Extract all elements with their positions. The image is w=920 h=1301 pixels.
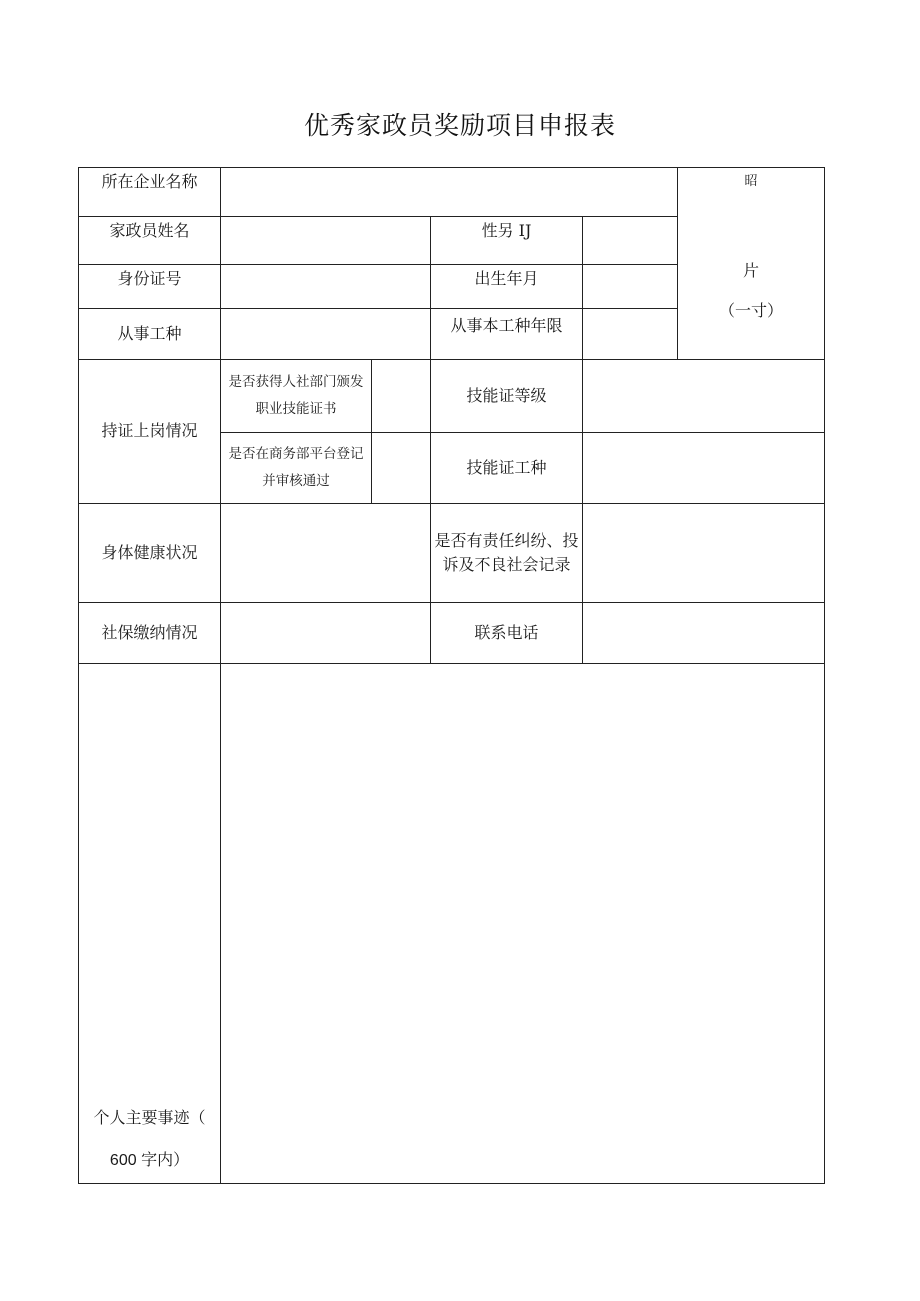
trade-field[interactable] bbox=[221, 309, 430, 359]
hrss-certificate-field[interactable] bbox=[372, 360, 430, 432]
page-title: 优秀家政员奖励项目申报表 bbox=[303, 111, 616, 140]
gender-field[interactable] bbox=[583, 217, 677, 264]
phone-label: 联系电话 bbox=[474, 622, 539, 642]
social-insurance-label: 社保缴纳情况 bbox=[101, 622, 198, 642]
hrss-certificate-label: 是否获得人社部门颁发职业技能证书 bbox=[228, 374, 364, 417]
photo-label-line3: （一寸） bbox=[718, 301, 783, 320]
deeds-field[interactable] bbox=[221, 664, 824, 1183]
cert-trade-field[interactable] bbox=[583, 433, 824, 503]
health-field[interactable] bbox=[221, 504, 430, 602]
deeds-label-line1: 个人主要事迹（ bbox=[93, 1108, 206, 1127]
birth-month-label: 出生年月 bbox=[474, 269, 539, 288]
birth-month-field[interactable] bbox=[583, 265, 677, 308]
health-label: 身体健康状况 bbox=[101, 542, 198, 562]
trade-years-field[interactable] bbox=[583, 309, 677, 359]
commerce-platform-field[interactable] bbox=[372, 433, 430, 503]
disputes-field[interactable] bbox=[583, 504, 824, 602]
disputes-label: 是否有责任纠纷、投诉及不良社会记录 bbox=[434, 531, 579, 574]
company-name-label: 所在企业名称 bbox=[101, 172, 198, 191]
application-form-table bbox=[78, 167, 825, 1184]
worker-name-field[interactable] bbox=[221, 217, 430, 264]
photo-label-line1: 昭 bbox=[744, 174, 758, 189]
id-number-field[interactable] bbox=[221, 265, 430, 308]
certificate-status-label: 持证上岗情况 bbox=[101, 421, 198, 441]
photo-area[interactable] bbox=[678, 168, 824, 359]
cert-trade-label: 技能证工种 bbox=[466, 458, 547, 478]
commerce-platform-label: 是否在商务部平台登记并审核通过 bbox=[228, 446, 364, 489]
deeds-label bbox=[79, 1110, 220, 1180]
social-insurance-field[interactable] bbox=[221, 603, 430, 663]
trade-label: 从事工种 bbox=[117, 323, 182, 343]
company-name-field[interactable] bbox=[221, 168, 677, 216]
photo-label-line2: 片 bbox=[742, 261, 759, 280]
phone-field[interactable] bbox=[583, 603, 824, 663]
deeds-label-line2: 600 字内） bbox=[109, 1152, 190, 1169]
trade-years-label: 从事本工种年限 bbox=[450, 316, 563, 335]
cert-level-label: 技能证等级 bbox=[466, 386, 547, 406]
id-number-label: 身份证号 bbox=[117, 269, 182, 288]
worker-name-label: 家政员姓名 bbox=[109, 221, 190, 240]
cert-level-field[interactable] bbox=[583, 360, 824, 432]
gender-label: 性另 IJ bbox=[481, 221, 532, 240]
